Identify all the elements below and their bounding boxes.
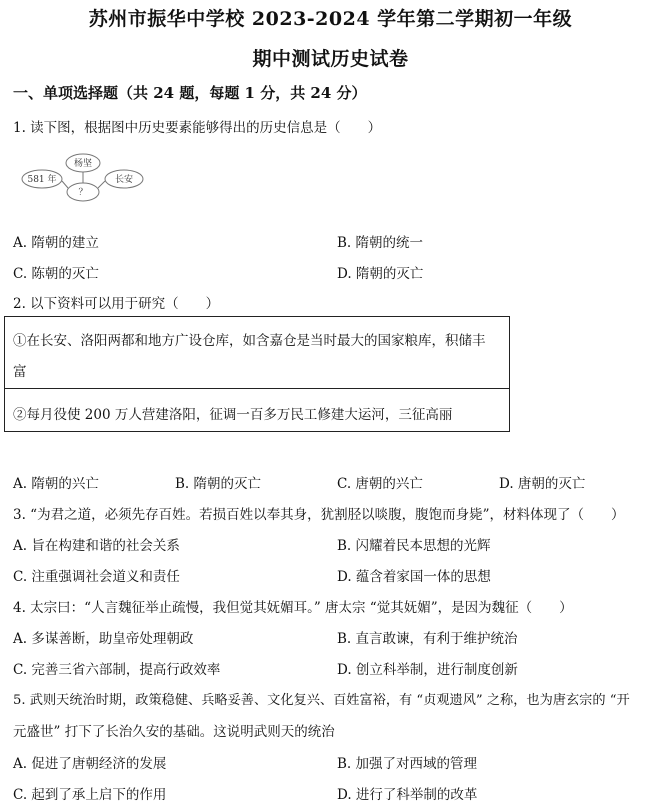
- q4-option-a[interactable]: A. 多谋善断，助皇帝处理朝政: [13, 631, 194, 647]
- section-heading: 一、单项选择题（共 24 题，每题 1 分，共 24 分）: [13, 84, 367, 102]
- q2-option-b[interactable]: B. 隋朝的灭亡: [175, 476, 262, 492]
- q4-option-c[interactable]: C. 完善三省六部制，提高行政效率: [13, 662, 221, 678]
- q2-material1-line2: 富: [13, 364, 27, 380]
- q5-stem-line2: 元盛世” 打下了长治久安的基础。这说明武则天的统治: [13, 724, 335, 740]
- exam-title-line2: 期中测试历史试卷: [252, 48, 409, 70]
- q1-diagram: [18, 152, 148, 204]
- q2-material1-line1: ①在长安、洛阳两都和地方广设仓库，如含嘉仓是当时最大的国家粮库，积储丰: [13, 333, 486, 349]
- q2-option-a[interactable]: A. 隋朝的兴亡: [13, 476, 99, 492]
- q2-stem: 2. 以下资料可以用于研究（ ）: [13, 296, 220, 312]
- q4-stem: 4. 太宗曰：“人言魏征举止疏慢，我但觉其妩媚耳。” 唐太宗 “觉其妩媚”，是因为魏征（ ）: [13, 600, 573, 616]
- q2-material2: ②每月役使 200 万人营建洛阳，征调一百多万民工修建大运河，三征高丽: [13, 407, 453, 423]
- q2-option-d[interactable]: D. 唐朝的灭亡: [499, 476, 586, 492]
- q3-option-c[interactable]: C. 注重强调社会道义和责任: [13, 569, 180, 585]
- q5-stem-line1: 5. 武则天统治时期，政策稳健、兵略妥善、文化复兴、百姓富裕，有 “贞观遗风” 之称，也为唐玄宗的 “开: [13, 693, 630, 708]
- q1-option-c[interactable]: C. 陈朝的灭亡: [13, 266, 99, 282]
- q3-option-b[interactable]: B. 闪耀着民本思想的光辉: [337, 538, 491, 554]
- q3-stem: 3. “为君之道，必须先存百姓。若损百姓以奉其身，犹割胫以啖腹，腹饱而身毙”，材料体现了（ ）: [13, 507, 625, 523]
- q5-option-b[interactable]: B. 加强了对西域的管理: [337, 756, 478, 772]
- q3-option-a[interactable]: A. 旨在构建和谐的社会关系: [13, 538, 180, 554]
- diagram-year-label: 581 年: [27, 175, 57, 185]
- q3-option-d[interactable]: D. 蕴含着家国一体的思想: [337, 569, 491, 585]
- q5-option-a[interactable]: A. 促进了唐朝经济的发展: [13, 756, 167, 772]
- q4-option-d[interactable]: D. 创立科举制，进行制度创新: [337, 662, 518, 678]
- q1-option-d[interactable]: D. 隋朝的灭亡: [337, 266, 424, 282]
- diagram-place-label: 长安: [114, 175, 134, 185]
- diagram-person-label: 杨坚: [73, 159, 93, 169]
- q2-option-c[interactable]: C. 唐朝的兴亡: [337, 476, 423, 492]
- q1-option-a[interactable]: A. 隋朝的建立: [13, 235, 99, 251]
- q2-material-divider: [4, 388, 510, 389]
- q5-option-d[interactable]: D. 进行了科举制的改革: [337, 787, 478, 803]
- q1-stem: 1. 读下图，根据图中历史要素能够得出的历史信息是（ ）: [13, 120, 382, 136]
- q4-option-b[interactable]: B. 直言敢谏，有利于维护统治: [337, 631, 518, 647]
- diagram-question-label: ？: [78, 188, 88, 198]
- exam-title-line1: 苏州市振华中学校 2023-2024 学年第二学期初一年级: [88, 8, 573, 30]
- q5-option-c[interactable]: C. 起到了承上启下的作用: [13, 787, 167, 803]
- q1-option-b[interactable]: B. 隋朝的统一: [337, 235, 424, 251]
